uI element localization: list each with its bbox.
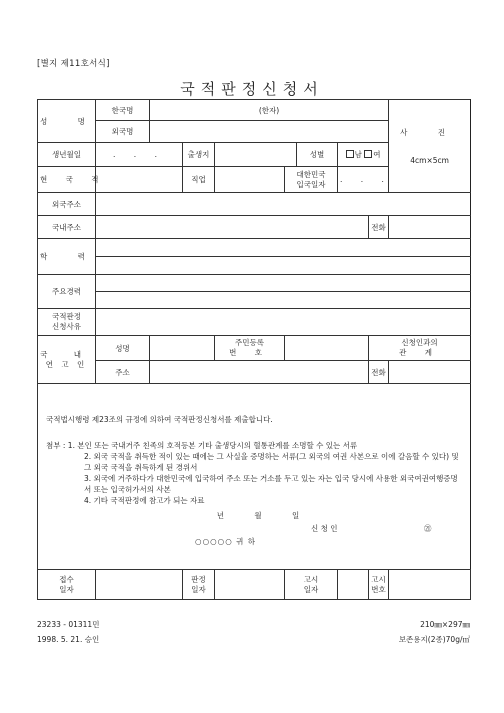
form-code: 23233 - 01311민 xyxy=(37,620,100,629)
reason-label-line1: 국적판정 xyxy=(52,312,81,321)
name-label: 성 명 xyxy=(38,100,96,143)
contact-name-field[interactable] xyxy=(150,336,215,361)
male-label: 남 xyxy=(354,150,362,159)
contact-address-field[interactable] xyxy=(150,361,369,384)
domestic-contact-label xyxy=(38,336,96,384)
foreign-name-field[interactable] xyxy=(150,121,389,143)
attachment-label: 첨부 : xyxy=(46,441,68,450)
notice-number-label xyxy=(369,570,389,600)
decision-date-label-line1: 판정 xyxy=(191,574,206,584)
photo-label: 사 진 xyxy=(400,128,460,137)
birth-date-blank: . . . xyxy=(113,150,165,159)
statement-block xyxy=(38,384,471,570)
career-field-2[interactable] xyxy=(96,292,471,309)
date-line: 년 월 일 xyxy=(216,511,300,520)
decision-date-label-line2: 일자 xyxy=(191,584,206,594)
attachment-item: 2. 외국 국적을 취득한 적이 있는 때에는 그 사실을 증명하는 서류(그 외국의 여권 사본으로 이에 갈음할 수 있다) 및 그 외국 국적을 취득하게 된 경위서 xyxy=(84,452,459,472)
domestic-contact-label-line1: 국 내 xyxy=(40,349,93,359)
hanja-label: (한자) xyxy=(258,105,280,115)
receipt-date-field[interactable] xyxy=(96,570,183,600)
reason-field[interactable] xyxy=(96,309,471,336)
domestic-contact-label-line2: 연 고 인 xyxy=(45,359,88,369)
notice-date-label-line2: 일자 xyxy=(303,584,319,594)
receipt-date-label xyxy=(38,570,96,600)
birth-date-label: 생년월일 xyxy=(38,143,96,167)
reason-label xyxy=(38,309,96,336)
notice-number-field[interactable] xyxy=(389,570,471,600)
paper-type: 보존용지(2종)70g/㎡ xyxy=(398,635,470,644)
education-field-1[interactable] xyxy=(96,239,471,257)
resident-number-label-line2: 번 호 xyxy=(229,348,270,357)
application-form-table xyxy=(37,99,471,600)
applicant-label: 신 청 인 xyxy=(311,524,338,533)
receipt-date-label-line1: 접수 xyxy=(59,574,74,584)
entry-date-field[interactable] xyxy=(338,167,392,193)
notice-date-label xyxy=(285,570,338,600)
relation-label-line1: 신청인과의 xyxy=(401,338,438,347)
relation-label xyxy=(369,336,471,361)
education-label: 학 력 xyxy=(38,239,96,275)
notice-date-field[interactable] xyxy=(338,570,369,600)
foreign-address-field[interactable] xyxy=(96,193,471,216)
sex-field xyxy=(338,143,389,167)
education-field-2[interactable] xyxy=(96,257,471,275)
form-title: 국적판정신청서 xyxy=(180,80,324,98)
phone-label: 전화 xyxy=(369,216,389,239)
phone-field[interactable] xyxy=(389,216,471,239)
entry-date-label-line1: 대한민국 xyxy=(296,169,326,179)
approval-date: 1998. 5. 21. 승인 xyxy=(37,635,100,644)
sex-label: 성별 xyxy=(297,143,338,167)
reason-label-line2: 신청사유 xyxy=(52,322,81,331)
entry-date-label-line2: 입국일자 xyxy=(296,179,326,189)
female-checkbox[interactable] xyxy=(364,150,372,158)
career-field-1[interactable] xyxy=(96,275,471,292)
resident-number-field[interactable] xyxy=(285,336,369,361)
foreign-name-label: 외국명 xyxy=(96,121,150,143)
entry-date-label xyxy=(285,167,338,193)
occupation-label: 직업 xyxy=(183,167,215,193)
domestic-address-field[interactable] xyxy=(96,216,369,239)
contact-phone-field[interactable] xyxy=(389,361,471,384)
notice-number-label-line2: 번호 xyxy=(371,584,386,594)
contact-name-label: 성명 xyxy=(96,336,150,361)
paper-size: 210㎜×297㎜ xyxy=(420,620,470,629)
photo-size-label: 4cm×5cm xyxy=(410,156,449,165)
career-label: 주요경력 xyxy=(38,275,96,309)
attachments-list xyxy=(46,440,460,506)
receipt-date-label-line2: 일자 xyxy=(59,584,74,594)
relation-label-line2: 관 계 xyxy=(399,348,440,357)
seal-mark: ㉑ xyxy=(424,524,432,533)
form-number-label: [별지 제11호서식] xyxy=(37,59,110,69)
statement-text: 국적법시행령 제23조의 규정에 의하여 국적판정신청서를 제출합니다. xyxy=(46,415,273,424)
resident-number-label-line1: 주민등록 xyxy=(235,338,264,347)
decision-date-label xyxy=(183,570,215,600)
contact-phone-label: 전화 xyxy=(369,361,389,384)
korean-name-label: 한국명 xyxy=(96,100,150,121)
addressee: ○○○○○ 귀 하 xyxy=(195,537,257,546)
domestic-address-label: 국내주소 xyxy=(38,216,96,239)
entry-date-blank: . . . xyxy=(340,175,392,184)
occupation-field[interactable] xyxy=(215,167,285,193)
birthplace-field[interactable] xyxy=(215,143,297,167)
attachment-item: 3. 외국에 거주하다가 대한민국에 입국하여 주소 또는 거소를 두고 있는 자는 입국 당시에 사용한 외국여권여행증명서 또는 입국허가서의 사본 xyxy=(84,474,458,494)
male-checkbox[interactable] xyxy=(346,150,354,158)
current-nationality-label: 현 국 적 xyxy=(38,167,96,193)
contact-address-label: 주소 xyxy=(96,361,150,384)
female-label: 여 xyxy=(373,150,381,159)
notice-date-label-line1: 고시 xyxy=(303,574,319,584)
notice-number-label-line1: 고시 xyxy=(371,574,386,584)
foreign-address-label: 외국주소 xyxy=(38,193,96,216)
resident-number-label xyxy=(215,336,285,361)
decision-date-field[interactable] xyxy=(215,570,285,600)
current-nationality-field[interactable] xyxy=(96,167,183,193)
photo-box xyxy=(389,100,471,193)
attachment-item: 4. 기타 국적판정에 참고가 되는 자료 xyxy=(84,496,205,505)
birthplace-label: 출생지 xyxy=(183,143,215,167)
birth-date-field[interactable] xyxy=(96,143,183,167)
attachment-item: 첨부 : 1. 본인 또는 국내거주 친족의 호적등본 기타 출생당시의 혈통관계를 소명할 수 있는 서류 xyxy=(46,441,358,450)
korean-name-field[interactable] xyxy=(150,100,389,121)
